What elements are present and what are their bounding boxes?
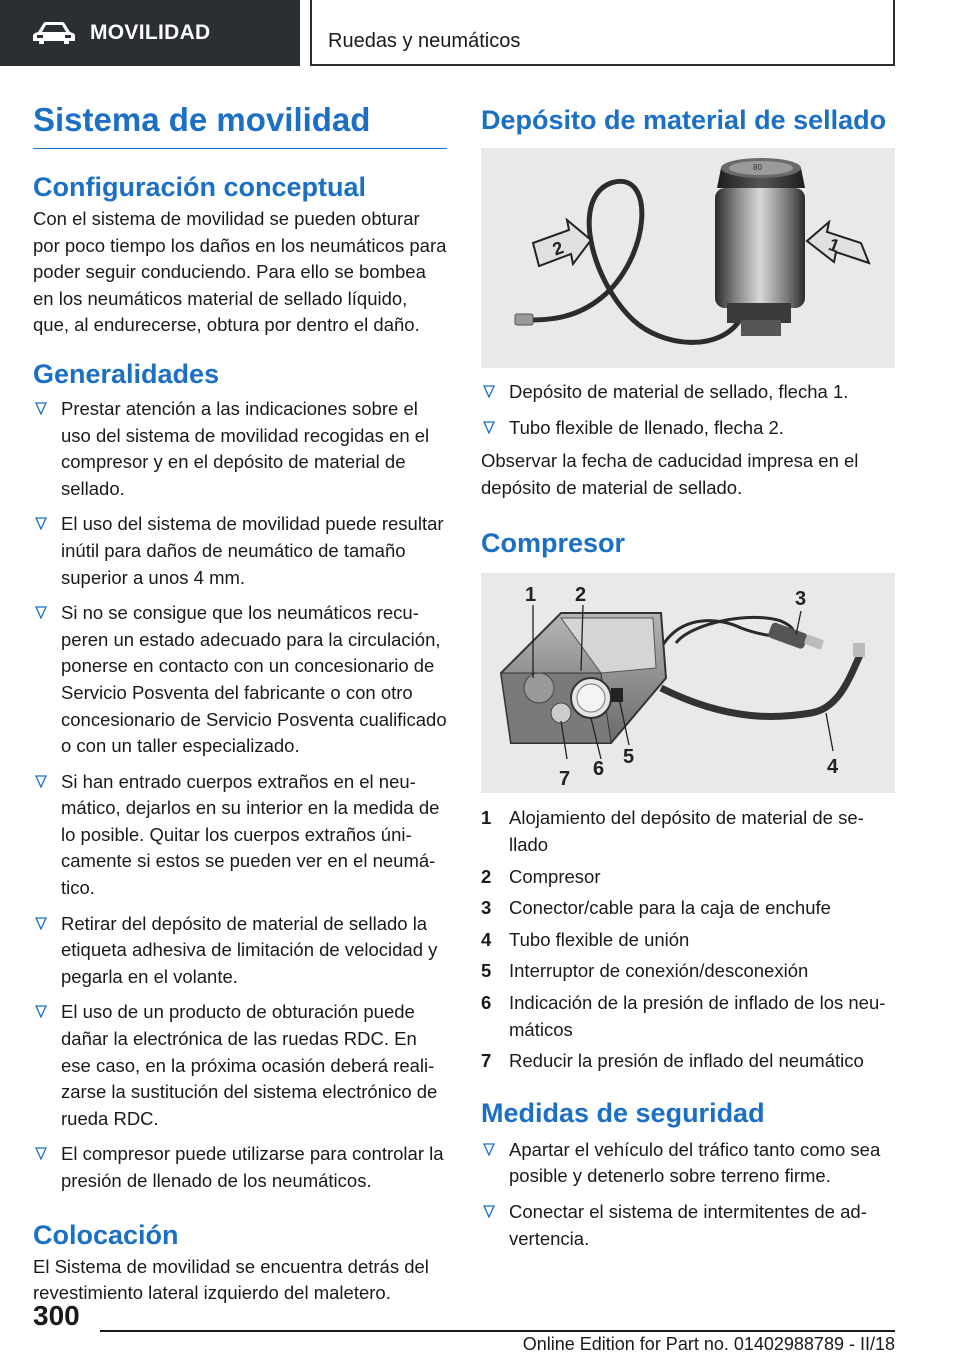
placement-heading: Colocación bbox=[33, 1219, 179, 1250]
list-item-text: Tubo flexible de llenado, flecha 2. bbox=[509, 416, 784, 438]
general-heading: Generalidades bbox=[33, 358, 220, 389]
list-item-text: Reducir la presión de inflado del neumático bbox=[509, 1050, 864, 1072]
list-item bbox=[481, 1199, 895, 1252]
list-item-text: Alojamiento del depósito de material de sellado bbox=[509, 807, 864, 855]
list-item-text: Si no se consigue que los neumáticos recuperen un estado adecuado para la circulación, ponerse en contacto con un concesionario de Servicio Posventa del fabricante o con otro concesionario de Servicio Posventa cualificado o con un taller especializado. bbox=[61, 602, 447, 757]
figure-label: 5 bbox=[623, 746, 635, 769]
list-item-text: Tubo flexible de unión bbox=[509, 928, 690, 950]
right-column bbox=[481, 98, 895, 1261]
list-item bbox=[481, 895, 895, 922]
list-item bbox=[481, 1137, 895, 1190]
figure-label: 3 bbox=[795, 588, 807, 611]
page-header bbox=[0, 0, 960, 66]
list-item bbox=[481, 990, 895, 1043]
triangle-bullet-icon bbox=[35, 1005, 47, 1018]
list-item bbox=[33, 396, 447, 502]
triangle-bullet-icon bbox=[483, 421, 495, 434]
general-list bbox=[33, 396, 447, 1195]
triangle-bullet-icon bbox=[35, 775, 47, 788]
safety-heading: Medidas de seguridad bbox=[481, 1097, 765, 1128]
list-item-text: Indicación de la presión de inflado de los neumáticos bbox=[509, 991, 886, 1040]
triangle-bullet-icon bbox=[35, 606, 47, 619]
triangle-bullet-icon bbox=[35, 1147, 47, 1160]
list-item bbox=[481, 927, 895, 954]
item-number: 6 bbox=[481, 991, 492, 1013]
arrow-label-1 bbox=[807, 222, 869, 263]
list-item-text: El uso del sistema de movilidad puede resultar inútil para daños de neumático de tamaño superior a unos 4 mm. bbox=[61, 513, 444, 588]
triangle-bullet-icon bbox=[483, 1143, 495, 1156]
page-number: 300 bbox=[33, 1300, 80, 1331]
list-item bbox=[481, 379, 895, 406]
triangle-bullet-icon bbox=[35, 917, 47, 930]
car-icon bbox=[32, 20, 76, 46]
list-item bbox=[481, 864, 895, 891]
list-item-text: El compresor puede utilizarse para controlar la presión de llenado de los neumáticos. bbox=[61, 1143, 444, 1191]
list-item-text: Prestar atención a las indicaciones sobre el uso del sistema de movilidad recogidas en el compresor y en el depósito de material de sellado. bbox=[61, 397, 430, 499]
item-number: 2 bbox=[481, 865, 492, 887]
compressor-heading: Compresor bbox=[481, 528, 626, 559]
item-number: 3 bbox=[481, 897, 492, 919]
deposit-list bbox=[481, 379, 895, 441]
list-item bbox=[481, 805, 895, 858]
svg-text:80: 80 bbox=[753, 163, 762, 172]
page-title: Sistema de movilidad bbox=[33, 98, 447, 149]
triangle-bullet-icon bbox=[35, 517, 47, 530]
list-item bbox=[33, 911, 447, 991]
figure-label: 2 bbox=[549, 237, 567, 260]
item-number: 5 bbox=[481, 960, 492, 982]
list-item-text: El uso de un producto de obturación puede dañar la electrónica de las ruedas RDC. En ese caso, en la próxima ocasión deberá realizarse la sustitución del sistema electrónico de rueda RDC. bbox=[61, 1001, 438, 1129]
subsection-title: Ruedas y neumáticos bbox=[328, 30, 521, 52]
list-item-text: Retirar del depósito de material de sellado la etiqueta adhesiva de limitación de velocidad y pegarla en el volante. bbox=[61, 912, 438, 987]
figure-label: 1 bbox=[826, 234, 843, 257]
list-item bbox=[33, 600, 447, 760]
list-item bbox=[481, 1048, 895, 1075]
list-item bbox=[481, 415, 895, 442]
figure-label: 7 bbox=[559, 768, 571, 791]
list-item bbox=[33, 999, 447, 1132]
compressor-illustration bbox=[481, 573, 895, 793]
list-item-text: Si han entrado cuerpos extraños en el neumático, dejarlos en su interior en la medida de lo posible. Quitar los cuerpos extraños únicamente si estos se pueden ver en el neumático. bbox=[61, 770, 440, 899]
list-item-text: Conectar el sistema de intermitentes de advertencia. bbox=[509, 1200, 867, 1249]
footer-edition: Online Edition for Part no. 01402988789 - II/18 bbox=[522, 1334, 895, 1354]
safety-list bbox=[481, 1137, 895, 1252]
concept-heading: Configuración conceptual bbox=[33, 172, 367, 202]
triangle-bullet-icon bbox=[483, 1205, 495, 1218]
list-item bbox=[33, 1141, 447, 1194]
concept-text: Con el sistema de movilidad se pueden obturar por poco tiempo los daños en los neumáticos para poder seguir conduciendo. Para ello se bombea en los neumáticos material de sellado líquido, que, al endurecerse, obtura por dentro el daño. bbox=[33, 208, 447, 336]
section-title: MOVILIDAD bbox=[90, 21, 211, 44]
list-item-text: Conector/cable para la caja de enchufe bbox=[509, 897, 831, 919]
section-tab bbox=[0, 0, 300, 66]
item-number: 7 bbox=[481, 1050, 492, 1072]
list-item bbox=[33, 511, 447, 591]
sealant-container-illustration bbox=[481, 148, 895, 368]
list-item-text: Apartar el vehículo del tráfico tanto como sea posible y detenerlo sobre terreno firme. bbox=[509, 1138, 881, 1187]
figure-label: 6 bbox=[593, 758, 605, 781]
subsection-box bbox=[310, 0, 895, 66]
footer-divider bbox=[100, 1330, 895, 1332]
item-number: 1 bbox=[481, 807, 492, 829]
figure-label: 4 bbox=[827, 756, 839, 779]
figure-label: 1 bbox=[525, 584, 537, 607]
deposit-heading: Depósito de material de sellado bbox=[481, 105, 887, 135]
sealant-container-figure bbox=[481, 148, 895, 368]
list-item bbox=[481, 958, 895, 985]
list-item-text: Interruptor de conexión/desconexión bbox=[509, 960, 809, 982]
item-number: 4 bbox=[481, 928, 492, 950]
figure-label: 2 bbox=[575, 584, 587, 607]
compressor-parts-list bbox=[481, 805, 895, 1074]
list-item-text: Compresor bbox=[509, 865, 601, 887]
left-column bbox=[33, 98, 447, 1307]
list-item bbox=[33, 769, 447, 902]
deposit-note: Observar la fecha de caducidad impresa en el depósito de material de sellado. bbox=[481, 450, 859, 498]
triangle-bullet-icon bbox=[483, 385, 495, 398]
triangle-bullet-icon bbox=[35, 402, 47, 415]
arrow-label-2 bbox=[533, 220, 591, 266]
compressor-figure bbox=[481, 573, 895, 793]
list-item-text: Depósito de material de sellado, flecha 1. bbox=[509, 381, 849, 402]
placement-text: El Sistema de movilidad se encuentra detrás del revestimiento lateral izquierdo del maletero. bbox=[33, 1255, 429, 1304]
